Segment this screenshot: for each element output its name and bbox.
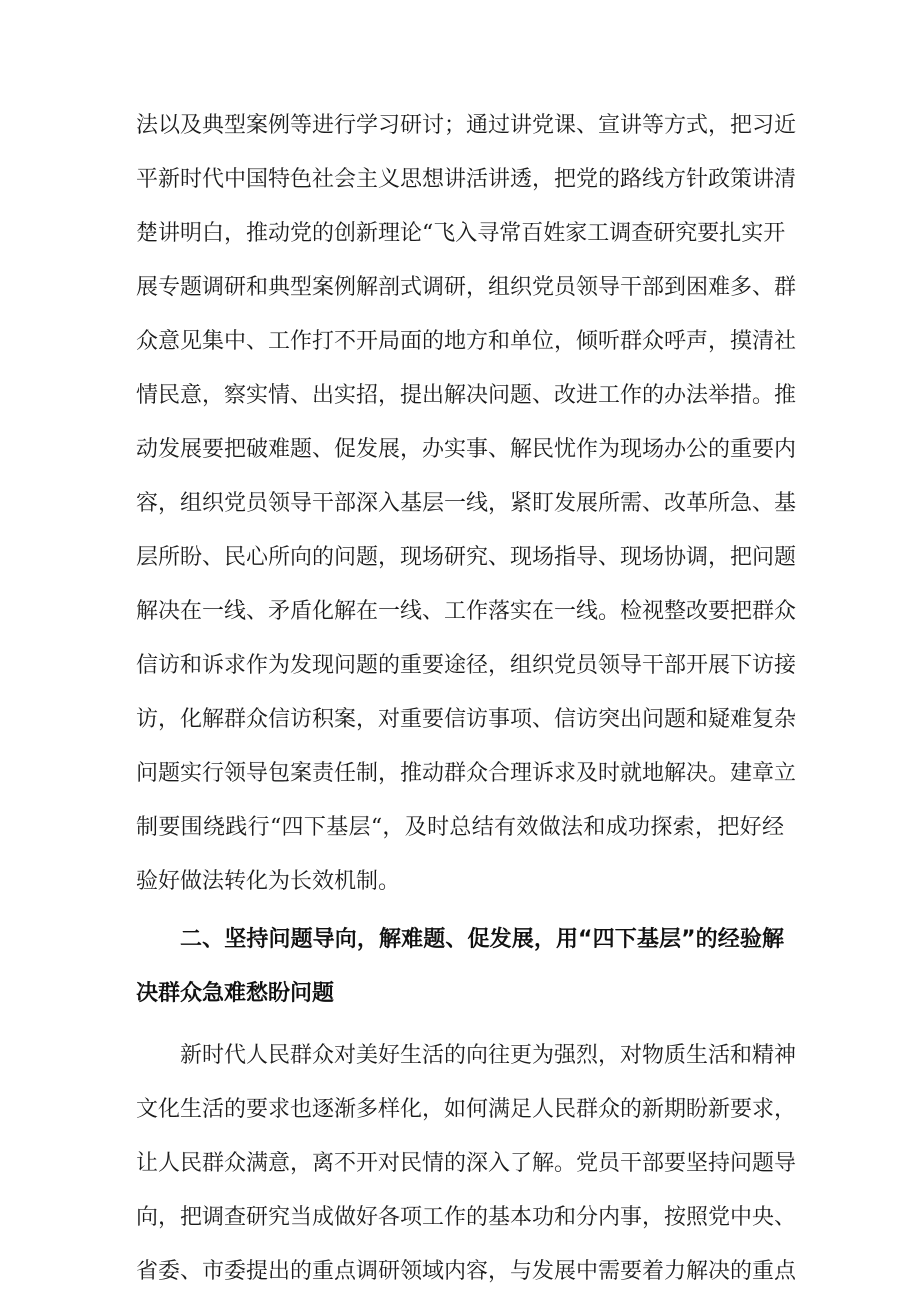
body-line-text: 解决在一线、矛盾化解在一线、工作落实在一线。检视整改要把群众: [136, 599, 797, 624]
body-line: [0, 314, 920, 370]
body-line-text: 楚讲明白，推动党的创新理论“飞入寻常百姓家工调查研究要扎实开: [136, 221, 786, 246]
body-line-text: 省委、市委提出的重点调研领域内容，与发展中需要着力解决的重点: [136, 1259, 797, 1284]
body-line-text: 访，化解群众信访积案，对重要信访事项、信访突出问题和疑难复杂: [136, 707, 797, 732]
body-line-text: 众意见集中、工作打不开局面的地方和单位，倾听群众呼声，摸清社: [136, 329, 797, 354]
body-line: [0, 1082, 920, 1138]
body-line-text: 层所盼、民心所向的问题，现场研究、现场指导、现场协调，把问题: [136, 545, 797, 570]
body-line: [0, 476, 920, 532]
body-line: [0, 800, 920, 856]
body-line-text: 法以及典型案例等进行学习研讨；通过讲党课、宣讲等方式，把习近: [136, 113, 797, 138]
body-line-text: 问题实行领导包案责任制，推动群众合理诉求及时就地解决。建章立: [136, 761, 797, 786]
body-line: [0, 638, 920, 694]
body-line-text: 情民意，察实情、出实招，提出解决问题、改进工作的办法举措。推: [136, 383, 797, 408]
body-line: [0, 422, 920, 478]
body-line-text: 信访和诉求作为发现问题的重要途径，组织党员领导干部开展下访接: [136, 653, 797, 678]
body-line: [0, 206, 920, 262]
body-line-text: 容，组织党员领导干部深入基层一线，紧盯发展所需、改革所急、基: [136, 491, 797, 516]
body-line: [0, 98, 920, 154]
body-line: [0, 260, 920, 316]
body-line-text: 验好做法转化为长效机制。: [136, 869, 401, 894]
body-line-text: 制要围绕践行“四下基层“，及时总结有效做法和成功探索，把好经: [136, 815, 784, 840]
body-line: [0, 692, 920, 748]
body-line: [0, 152, 920, 208]
body-line-text: 文化生活的要求也逐渐多样化，如何满足人民群众的新期盼新要求，: [136, 1097, 797, 1122]
body-line: [0, 1190, 920, 1246]
body-line-text: 向，把调查研究当成做好各项工作的基本功和分内事，按照党中央、: [136, 1205, 797, 1230]
body-line-text: 平新时代中国特色社会主义思想讲活讲透，把党的路线方针政策讲清: [136, 167, 797, 192]
section-heading-text: 决群众急难愁盼问题: [136, 981, 335, 1006]
body-line: [0, 1136, 920, 1192]
section-heading: [0, 912, 920, 968]
body-line-text: 让人民群众满意，离不开对民情的深入了解。党员干部要坚持问题导: [136, 1151, 797, 1176]
body-line: [0, 854, 920, 910]
section-heading-text: 二、坚持问题导向，解难题、促发展，用“四下基层”的经验解: [180, 927, 784, 952]
body-line: [0, 530, 920, 586]
section-heading: [0, 966, 920, 1022]
body-line: [0, 368, 920, 424]
body-line: [0, 584, 920, 640]
body-line: [0, 746, 920, 802]
body-line: [0, 1244, 920, 1300]
body-line-text: 展专题调研和典型案例解剖式调研，组织党员领导干部到困难多、群: [136, 275, 797, 300]
body-line-text: 动发展要把破难题、促发展，办实事、解民忧作为现场办公的重要内: [136, 437, 797, 462]
body-line: [0, 1028, 920, 1084]
body-line-text: 新时代人民群众对美好生活的向往更为强烈，对物质生活和精神: [180, 1043, 797, 1068]
